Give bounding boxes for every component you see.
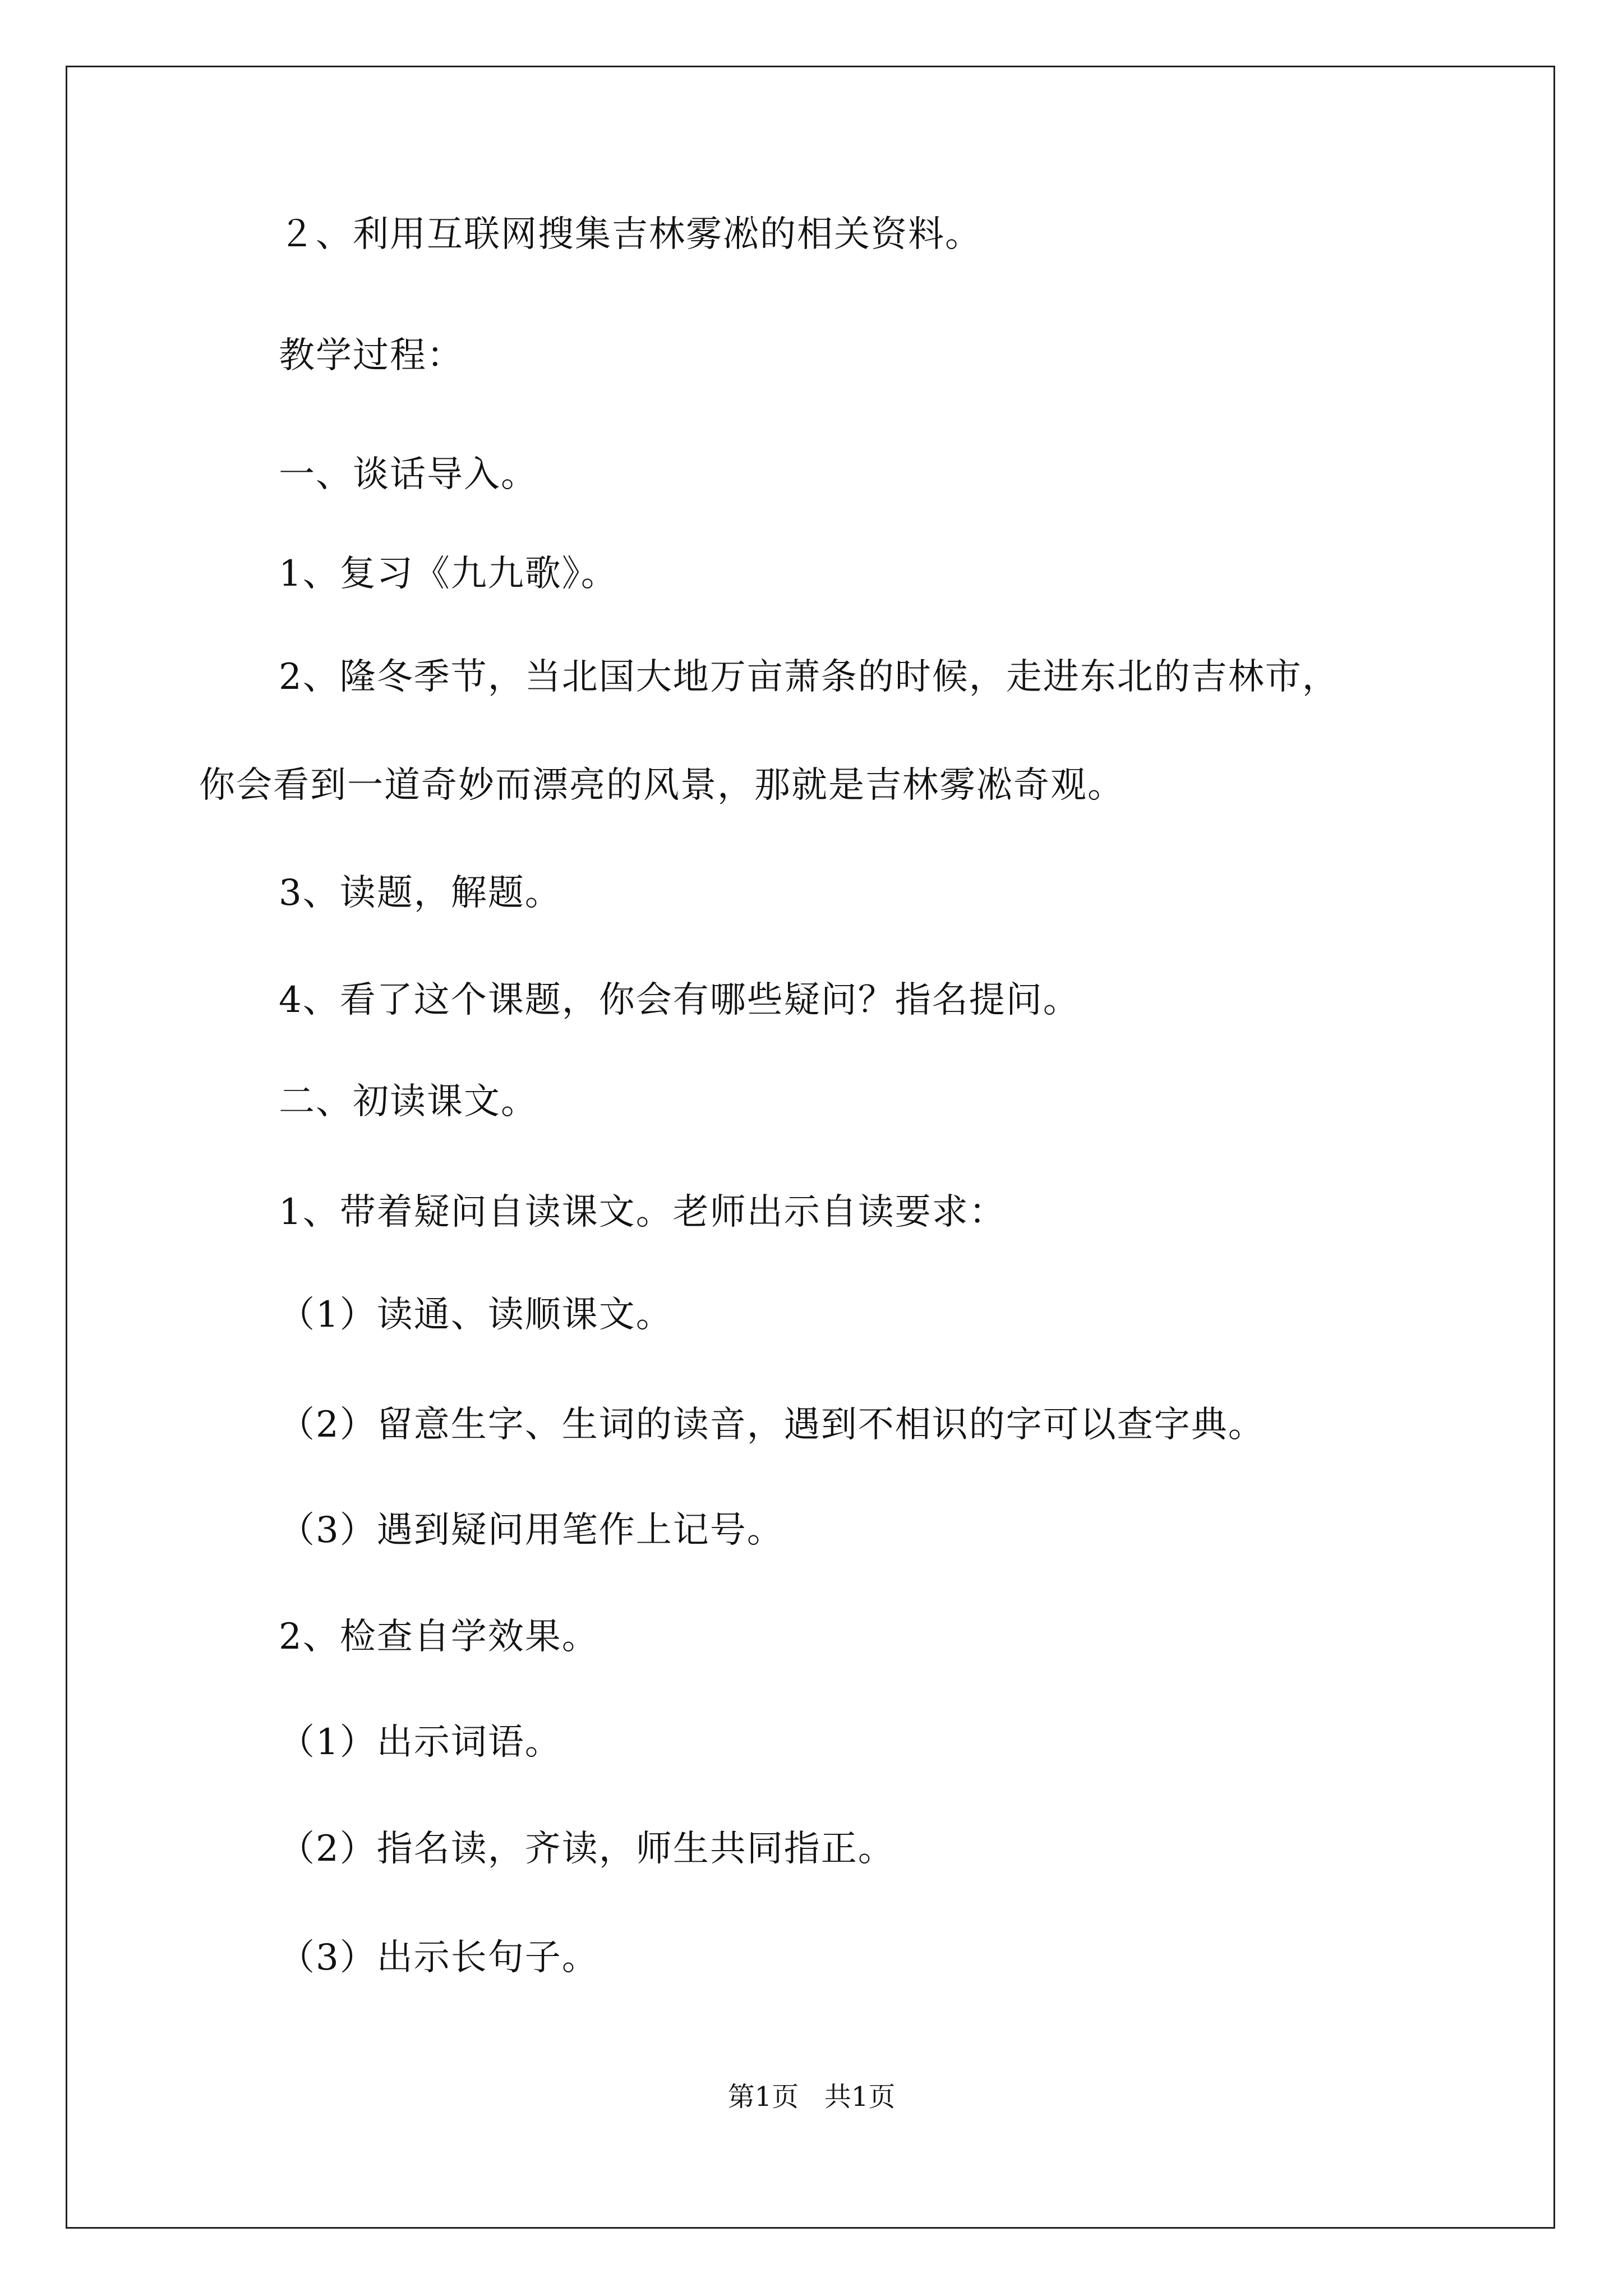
- text-line-5: 2、隆冬季节，当北国大地万亩萧条的时候，走进东北的吉林市，: [279, 656, 1339, 698]
- text-line-9: 二、初读课文。: [279, 1081, 538, 1122]
- text-line-17: （3）出示长句子。: [279, 1937, 599, 1978]
- text-line-10: 1、带着疑问自读课文。老师出示自读要求：: [279, 1191, 1006, 1233]
- text-line-7: 3、读题，解题。: [279, 872, 562, 914]
- text-line-8: 4、看了这个课题，你会有哪些疑问？指名提问。: [279, 979, 1080, 1021]
- text-line-16: （2）指名读，齐读，师生共同指正。: [279, 1828, 895, 1870]
- text-line-1: ２、利用互联网搜集吉林雾凇的相关资料。: [279, 214, 982, 255]
- page-border: [66, 66, 1555, 2229]
- text-line-6: 你会看到一道奇妙而漂亮的风景，那就是吉林雾凇奇观。: [199, 765, 1124, 806]
- text-line-11: （1）读通、读顺课文。: [279, 1294, 673, 1336]
- text-line-15: （1）出示词语。: [279, 1722, 562, 1763]
- text-line-3: 一、谈话导入。: [279, 454, 538, 495]
- text-line-4: 1、复习《九九歌》。: [279, 553, 618, 595]
- text-line-12: （2）留意生字、生词的读音，遇到不相识的字可以查字典。: [279, 1404, 1265, 1446]
- text-line-13: （3）遇到疑问用笔作上记号。: [279, 1510, 784, 1551]
- page-footer: 第1页 共1页: [727, 2081, 896, 2113]
- text-line-14: 2、检查自学效果。: [279, 1616, 599, 1658]
- text-line-2: 教学过程：: [279, 335, 464, 376]
